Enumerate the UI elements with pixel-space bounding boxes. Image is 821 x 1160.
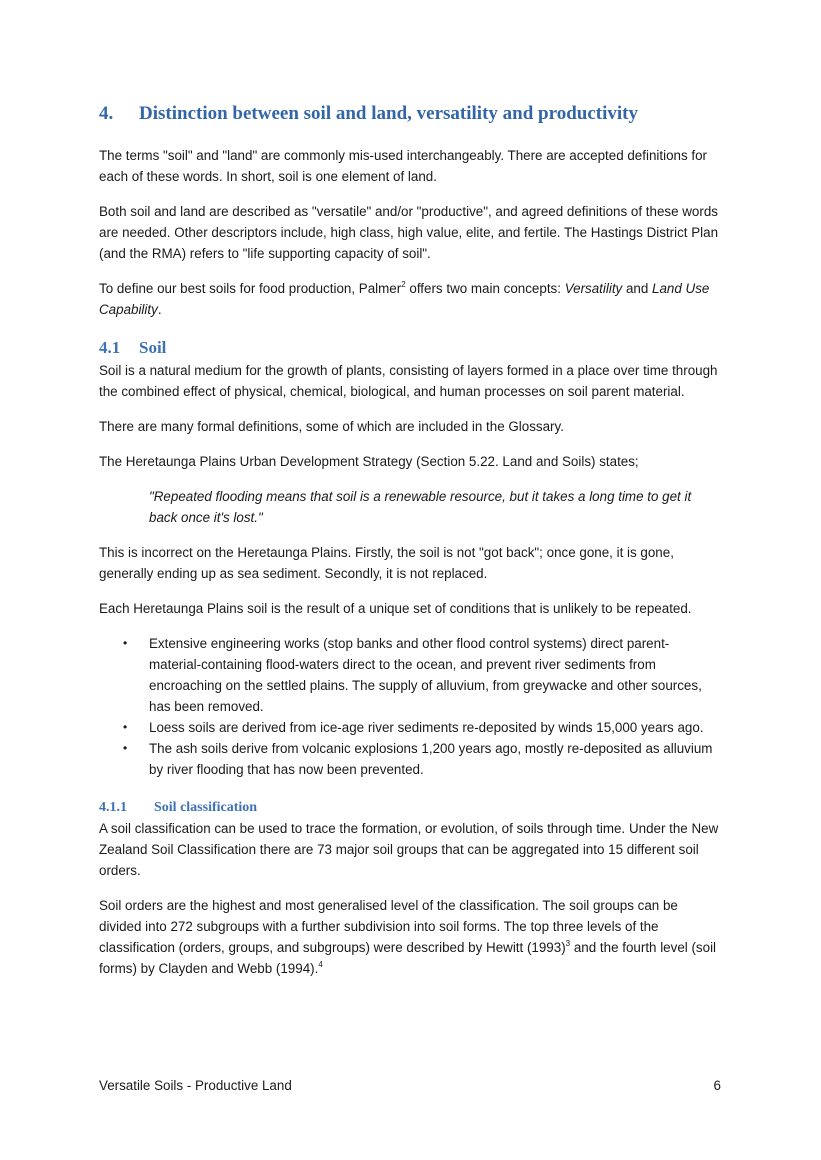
page-footer: [99, 1076, 721, 1096]
page-content: [99, 100, 721, 993]
soil-paragraph-5: Each Heretaunga Plains soil is the result of a unique set of conditions that is unlikely to be repeated.: [99, 601, 692, 616]
term-land-use-capability: Land Use Capability: [99, 281, 710, 317]
bullet-list: [99, 633, 721, 780]
block-quote: "Repeated flooding means that soil is a renewable resource, but it takes a long time to get it back once it's lost.": [149, 489, 692, 525]
soil-paragraph-1: Soil is a natural medium for the growth of plants, consisting of layers formed in a place over time through the combined effect of physical, chemical, biological, and human processes on soil parent material.: [99, 363, 718, 399]
intro-paragraph-1: The terms "soil" and "land" are commonly mis-used interchangeably. There are accepted definitions for each of these words. In short, soil is one element of land.: [99, 148, 708, 184]
section-title: Distinction between soil and land, versatility and productivity: [139, 103, 638, 124]
subsubsection-heading-classification: [99, 798, 721, 818]
subsubsection-number: 4.1.1: [99, 800, 127, 815]
list-item: • Loess soils are derived from ice-age river sediments re-deposited by winds 15,000 years ago.: [99, 717, 721, 738]
intro-paragraph-3: To define our best soils for food production, Palmer$^2$ offers two main concepts: Versatility and Land Use Capability.: [99, 280, 710, 317]
footnote-ref-2: 2: [401, 280, 406, 289]
list-item: • Extensive engineering works (stop banks and other flood control systems) direct parent-material-containing flood-waters direct to the ocean, and prevent river sediments from encroaching on the settled plains. The supply of alluvium, from greywacke and other sources, has been removed.: [99, 633, 721, 717]
soil-paragraph-4: This is incorrect on the Heretaunga Plains. Firstly, the soil is not "got back"; once gone, it is gone, generally ending up as sea sediment. Secondly, it is not replaced.: [99, 545, 674, 581]
footnote-ref-3: 3: [565, 939, 571, 948]
subsection-title: Soil: [139, 338, 167, 357]
subsection-heading-soil: [99, 336, 721, 360]
list-item: • The ash soils derive from volcanic explosions 1,200 years ago, mostly re-deposited as alluvium by river flooding that has now been prevented.: [99, 738, 721, 780]
classification-paragraph-2: Soil orders are the highest and most generalised level of the classification. The soil groups can be divided into 272 subgroups with a further subdivision into soil forms. The top three levels of the classification (orders, groups, and subgroups) were described by Hewitt $(1993)^3$ and the fourth level (soil forms) by Clayden and Webb (1994).$^4$: [99, 898, 717, 976]
bullet-icon: •: [123, 636, 128, 650]
footer-title: Versatile Soils - Productive Land: [99, 1078, 292, 1093]
soil-paragraph-2: There are many formal definitions, some of which are included in the Glossary.: [99, 419, 564, 434]
footnote-ref-4: 4: [318, 960, 323, 969]
intro-paragraph-2: Both soil and land are described as "versatile" and/or "productive", and agreed definitions of these words are needed. Other descriptors include, high class, high value, elite, and fertile. The Hastings District Plan (and the RMA) refers to "life supporting capacity of soil".: [99, 204, 719, 261]
section-heading: [99, 100, 721, 128]
subsubsection-title: Soil classification: [154, 800, 258, 815]
section-number: 4.: [99, 103, 114, 124]
page-number: 6: [713, 1078, 721, 1093]
bullet-icon: •: [123, 741, 128, 755]
term-versatility: Versatility: [564, 281, 623, 296]
classification-paragraph-1: A soil classification can be used to trace the formation, or evolution, of soils through time. Under the New Zealand Soil Classification there are 73 major soil groups that can be aggregated into 15 different soil orders.: [99, 821, 719, 878]
soil-paragraph-3: The Heretaunga Plains Urban Development Strategy (Section 5.22. Land and Soils) states;: [99, 454, 639, 469]
bullet-icon: •: [123, 720, 128, 734]
subsection-number: 4.1: [99, 338, 121, 357]
